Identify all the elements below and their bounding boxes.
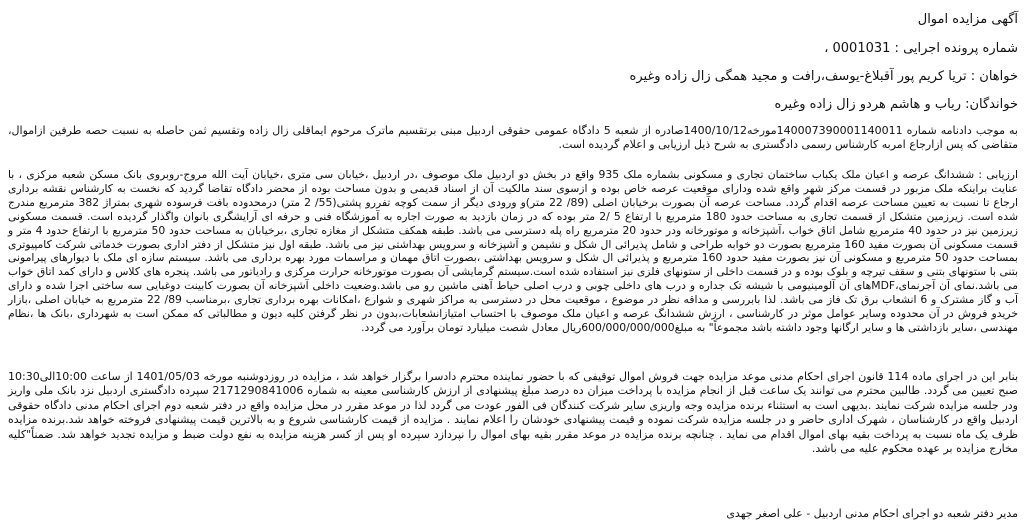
ruling-paragraph: به موجب دادنامه شماره 140007390001140011مورخه1400/10/12صادره از شعبه 5 دادگاه عمومی حقوقی اردبیل مبنی برتقسیم ماترک مرحوم ایماقلی زال زاده وتقسیم ثمن حاصله به نسبت حصه طرفین ازاموال، متقاضی که پس ازارجاع امربه کارشناس رسمی دادگستری به شرح ذیل ارزیابی و اعلام گردیده است.	[8, 124, 1018, 152]
case-number-line: شماره پرونده اجرایی : 0001031 ،	[824, 41, 1018, 56]
auction-terms-paragraph: بنابر این در اجرای ماده 114 قانون اجرای احکام مدنی موعد مزایده جهت فروش اموال توقیفی که با حضور نماینده محترم دادسرا برگزار خواهد شد ، مزایده در روزدوشنبه مورخه 1401/05/03 از ساعت 10:00الی10:30 صبح تعیین می گردد. طالبین محترم می توانند یک ساعت قبل از انجام مزایده با پرداخت میزان ده درصد مبلغ پیشنهادی از ارزش کارشناسی معینه به شماره 2171290841006 سپرده دادگستری اردبیل نزد بانک ملی واریز ودر جلسه مزایده شرکت نمایند .بدیهی است به استثناء برنده مزایده وجه واریزی سایر شرکت کنندگان فی الفور عودت می گردد لذا در موعد مقرر در محل مزایده واقع در دفتر شعبه دوم اجرای احکام مدنی دادگاه حقوقی اردبیل واقع در کارشناسان ، شهرک اداری حاضر و در جلسه مزایده شرکت نموده و قیمت پیشنهادی خودشان را اعلام نمایند . مزایده از قیمت کارشناسی شروع و به بالاترین قیمت پیشنهادی فروخته خواهد شد.برنده مزایده ظرف یک ماه نسبت به پرداخت بقیه بهای اموال اقدام می نماید . چنانچه برنده مزایده در موعد مقرر بقیه بهای اموال را نپردازد سپرده او پس از کسر هزینه مزایده به نفع دولت ضبط و مزایده تجدید خواهد شد. ضمناً"کلیه مخارج مزایده بر عهده محکوم علیه می باشد.	[8, 370, 1019, 456]
defendants-line: خواندگان: رباب و هاشم هردو زال زاده وغیره	[774, 97, 1018, 112]
plaintiffs-line: خواهان : تریا کریم پور آقبلاغ-یوسف،رافت و مجید همگی زال زاده وغیره	[629, 69, 1018, 84]
signature-line: مدیر دفتر شعبه دو اجرای احکام مدنی اردبیل - علی اصغر جهدی	[726, 507, 1018, 520]
notice-title: آگهی مزایده اموال	[917, 12, 1018, 27]
appraisal-paragraph: ارزیابی : ششدانگ عرصه و اعیان ملک یکباب ساختمان تجاری و مسکونی بشماره ملک 935 واقع در بخش دو اردبیل ملک موصوف ،در اردبیل ،خیابان سی متری ،خیابان آیت الله مروج-روبروی بانک مسکن شعبه مرکزی ، با عنایت براینکه ملک مزبور در قسمت مرکز شهر واقع شده ودارای موقعیت عرصه خاص بوده و ازسوی سند مالکیت آن از اسناد قدیمی و بدون مساحت بوده از محضر دادگاه تقاضا گردید که نخست به کارشناس نقشه برداری ارجاع تا نسبت به تعیین مساحت عرصه اقدام گردد. مساحت عرصه آن بصورت برخیابان اصلی (89/ 22 متر)و ورودی دیگر از سمت کوچه تفررو پشتی(55/ 2 متر) درمحدوده بافت فرسوده شهری بمتراژ 382 مترمربع مندرج شده است. زیرزمین متشکل از قسمت تجاری به مساحت حدود 180 مترمربع با ارتفاع 5 /2 متر بوده که در زمان بازدید به صورت اجاره به آموزشگاه فنی و حرفه ای آرایشگری بانوان واگذار گردیده است. قسمت مسکونی زیرزمین نیز در حدود 40 مترمربع شامل اتاق خواب ،آشپزخانه و موتورخانه ودر حدود 20 مترمربع راه پله دسترسی می باشد. طبقه همکف متشکل از مغازه تجاری ،برخیابان به مساحت حدود 50 مترمربع با ارتفاع حدود 4 متر و قسمت مسکونی آن بصورت مفید 160 مترمربع بصورت دو خوابه طراحی و شامل پذیرائی ال شکل و نشیمن و آشپزخانه و سرویس بهداشتی نیز می باشد. طبقه اول نیز متشکل از دفتر اداری بصورت خدماتی شرکت کامپیوتری بمساحت حدود 50 مترمربع و مسکونی آن نیز بصورت مفید حدود 160 مترمربع و پذیرائی ال شکل و سرویس بهداشتی ،بصورت اتاق مهمان و مراسمات مورد بهره برداری می باشد. سیستم سازه ای ملک با دیوارهای پیرامونی بتنی با ستونهای بتنی و سقف تیرچه و بلوک بوده و در قسمت داخلی از ستونهای فلزی نیز استفاده شده است.سیستم گرمایشی آن بصورت موتورخانه حرارت مرکزی و رادیاتور می باشد. پنجره های کلاس و دارای کمد اتاق خواب می باشد.نمای آن آجرنمای،MDFهای آن آلومینیومی با شیشه تک جداره و درب های داخلی چوبی و درب اصلی حیاط آهنی ماشین رو می باشد.وضعیت داخلی آشپزخانه آن بصورت کابینت دوغبایی سه ساختی اجرا شده و دارای آب و گاز مشترک و 6 انشعاب برق تک فاز می باشد. لذا بابررسی و مداقه نظر در موضوع ، موقعیت محل در دسترسی به مراکز شهری و شوارع ،امکانات بهره برداری تجاری ،برمناسب 89/ 22 مترمربع به خیابان اصلی ،بازار خریدو فروش در آن محدوده وسایر عوامل موثر در کارشناسی ، ارزش ششدانگ عرصه و اعیان ملک موصوف با احتساب امتیازانشعابات،بدون در نظر گرفتن کلیه دیون و مطالباتی که ممکن است به شهرداری ،بانک ها ،نظام مهندسی ،سایر بازداشتی ها و سایر ارگانها وجود داشته باشد مجموعاً" به مبلغ600/000/000/000ریال معادل شصت میلیارد تومان برآورد می گردد.	[8, 168, 1019, 334]
